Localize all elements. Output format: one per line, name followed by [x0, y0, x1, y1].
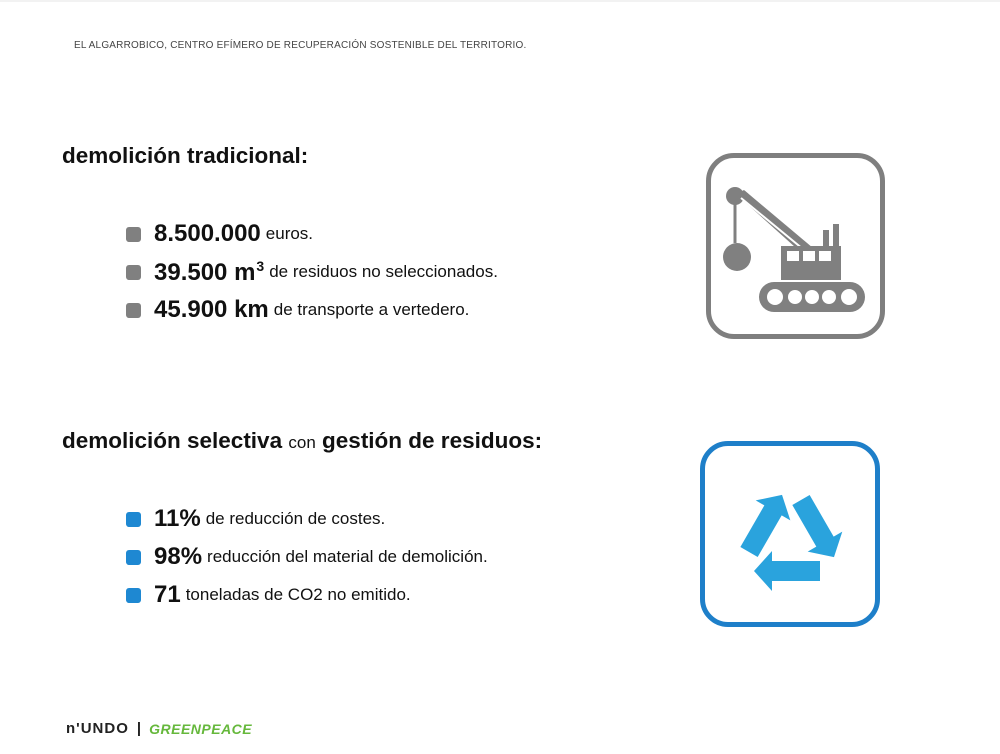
superscript: 3 — [256, 257, 265, 274]
stat-text: euros. — [265, 224, 314, 243]
selective-title — [62, 428, 542, 454]
list-item — [126, 291, 498, 329]
bullet-square-icon — [126, 550, 141, 565]
stat-value: 71 — [154, 581, 181, 608]
list-item — [126, 500, 488, 538]
recycle-icon-box — [700, 441, 880, 627]
selective-title-main: demolición selectiva — [62, 428, 283, 453]
list-item — [126, 576, 488, 614]
footer-logos — [66, 720, 252, 737]
list-item — [126, 538, 488, 576]
stat-text: de transporte a vertedero. — [273, 300, 470, 319]
top-rule — [0, 0, 1000, 2]
traditional-list — [126, 215, 498, 329]
traditional-title: demolición tradicional: — [62, 143, 309, 168]
stat-text: toneladas de CO2 no emitido. — [185, 585, 411, 604]
list-item — [126, 253, 498, 291]
bullet-square-icon — [126, 303, 141, 318]
logo-separator: | — [136, 720, 142, 737]
crane-icon-box — [706, 153, 885, 339]
recycle-icon — [705, 446, 875, 622]
selective-list — [126, 500, 488, 614]
stat-value: 39.500 $m^3$ — [154, 257, 265, 286]
stat-value: 98% — [154, 543, 203, 570]
selective-title-connector: con — [288, 433, 316, 452]
stat-value: 45.900 km — [154, 296, 269, 323]
stat-value: 11% — [154, 505, 201, 532]
greenpeace-logo: GREENPEACE — [149, 720, 253, 737]
crane-wrecking-ball-icon — [711, 158, 880, 334]
stat-value: 8.500.000 — [154, 220, 261, 247]
stat-text: reducción del material de demolición. — [207, 547, 488, 566]
bullet-square-icon — [126, 227, 141, 242]
bullet-square-icon — [126, 265, 141, 280]
bullet-square-icon — [126, 512, 141, 527]
stat-text: de reducción de costes. — [205, 509, 386, 528]
bullet-square-icon — [126, 588, 141, 603]
nundo-logo: n'UNDO — [66, 720, 129, 737]
stat-text: de residuos no seleccionados. — [269, 262, 498, 281]
list-item — [126, 215, 498, 253]
selective-title-secondary: gestión de residuos: — [322, 428, 543, 453]
page-header: EL ALGARROBICO, CENTRO EFÍMERO DE RECUPERACIÓN SOSTENIBLE DEL TERRITORIO. — [74, 40, 527, 51]
